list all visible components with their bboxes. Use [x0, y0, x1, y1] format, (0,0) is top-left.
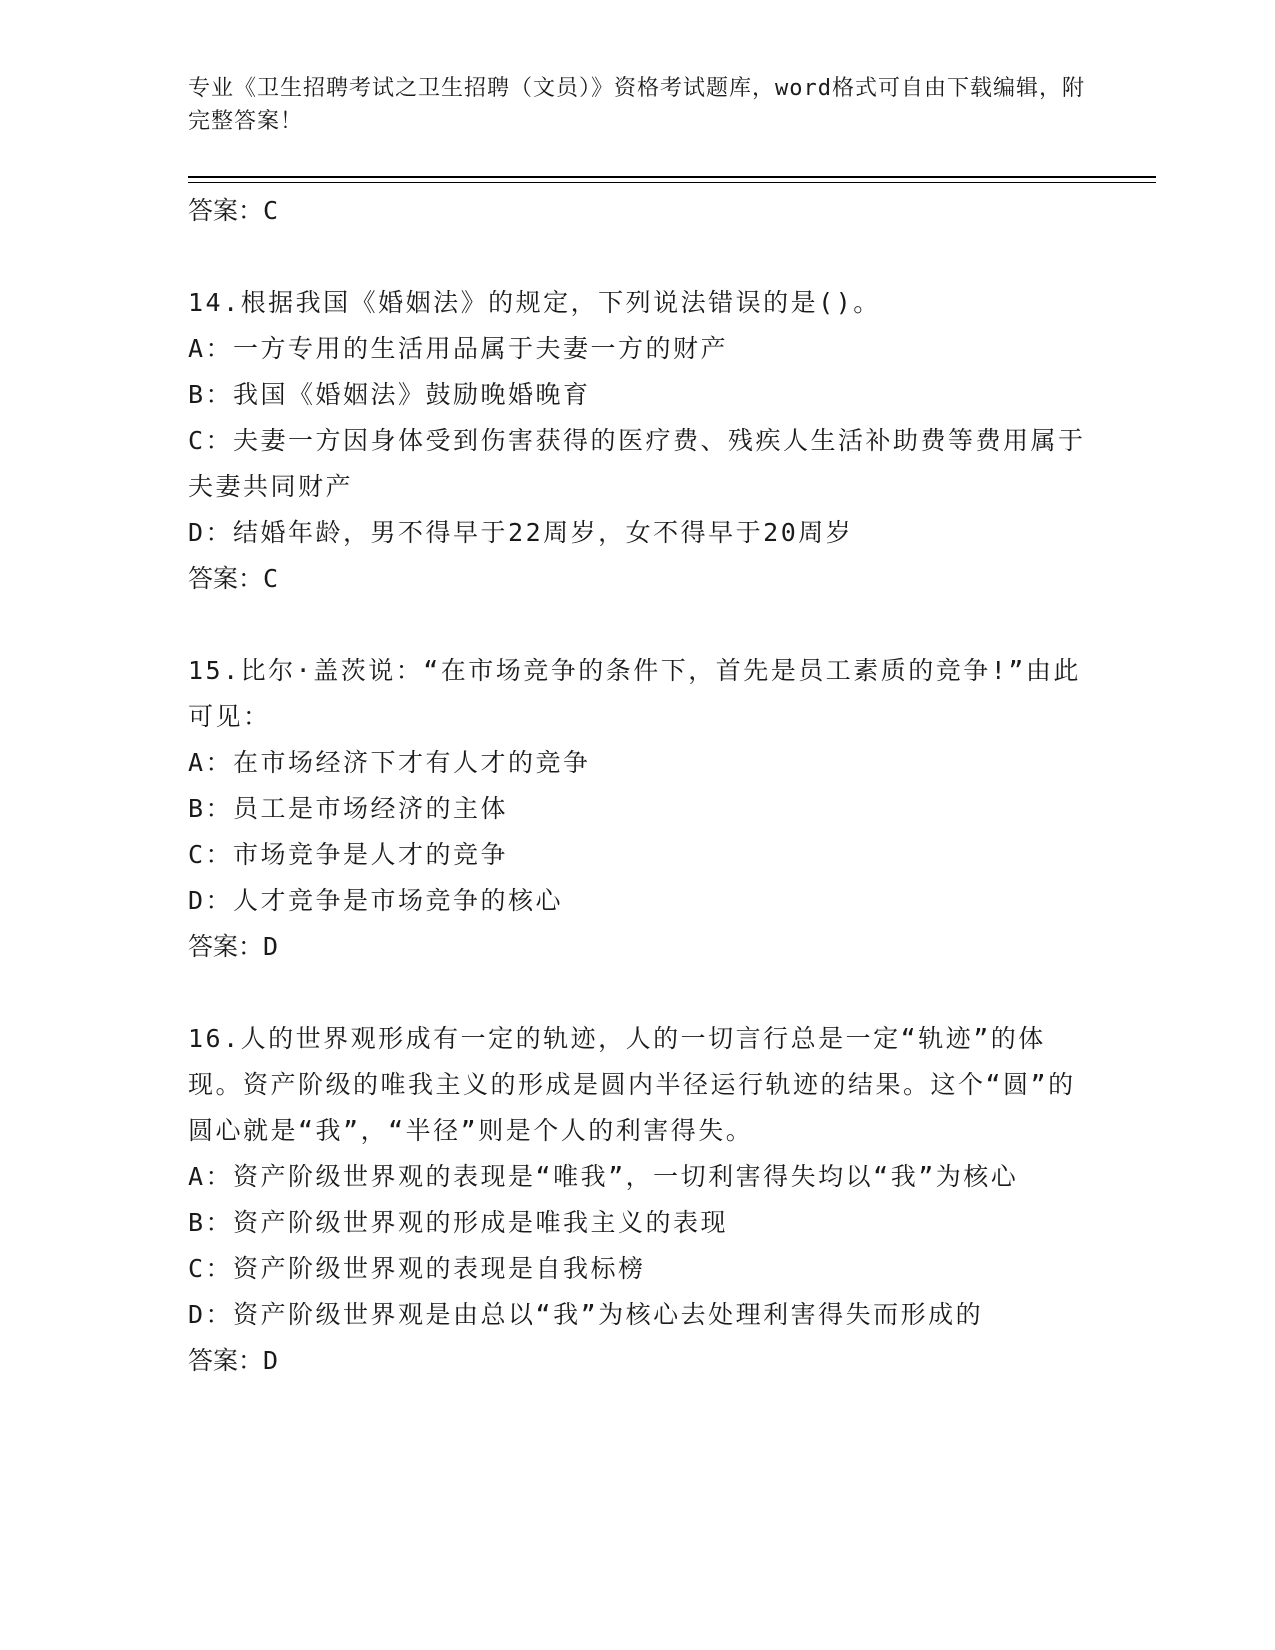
question-list [188, 188, 1088, 1384]
answer-value: C [263, 196, 279, 225]
header-divider-thick [188, 176, 1156, 178]
header-description: 专业《卫生招聘考试之卫生招聘（文员）》资格考试题库，word格式可自由下载编辑，附完整答案！ [188, 76, 1085, 134]
document-header [188, 72, 1088, 138]
answer-value: D [263, 932, 279, 961]
question-14 [188, 280, 1088, 602]
option-d: D：资产阶级世界观是由总以“我”为核心去处理利害得失而形成的 [188, 1300, 984, 1329]
answer-label: 答案： [188, 564, 264, 593]
option-a: A：资产阶级世界观的表现是“唯我”，一切利害得失均以“我”为核心 [188, 1162, 1019, 1191]
answer-line [188, 556, 1088, 602]
option-a: A：一方专用的生活用品属于夫妻一方的财产 [188, 334, 729, 363]
header-divider-thin [188, 182, 1156, 183]
option-c: C：市场竞争是人才的竞争 [188, 840, 509, 869]
answer-label: 答案： [188, 932, 264, 961]
option-b: B：资产阶级世界观的形成是唯我主义的表现 [188, 1208, 729, 1237]
answer-label: 答案： [188, 196, 264, 225]
option-c: C：夫妻一方因身体受到伤害获得的医疗费、残疾人生活补助费等费用属于夫妻共同财产 [188, 426, 1086, 501]
option-d: D：结婚年龄，男不得早于22周岁，女不得早于20周岁 [188, 518, 854, 547]
question-stem: 14.根据我国《婚姻法》的规定，下列说法错误的是()。 [188, 288, 881, 317]
question-stem: 15.比尔·盖茨说：“在市场竞争的条件下，首先是员工素质的竞争!”由此可见： [188, 656, 1081, 731]
option-d: D：人才竞争是市场竞争的核心 [188, 886, 564, 915]
option-b: B：员工是市场经济的主体 [188, 794, 509, 823]
question-15 [188, 648, 1088, 970]
question-16 [188, 1016, 1088, 1384]
answer-value: D [263, 1346, 279, 1375]
question-stem: 16.人的世界观形成有一定的轨迹，人的一切言行总是一定“轨迹”的体现。资产阶级的唯我主义的形成是圆内半径运行轨迹的结果。这个“圆”的圆心就是“我”，“半径”则是个人的利害得失。 [188, 1024, 1076, 1145]
option-c: C：资产阶级世界观的表现是自我标榜 [188, 1254, 646, 1283]
answer-label: 答案： [188, 1346, 264, 1375]
answer-line [188, 1338, 1088, 1384]
option-a: A：在市场经济下才有人才的竞争 [188, 748, 591, 777]
option-b: B：我国《婚姻法》鼓励晚婚晚育 [188, 380, 591, 409]
answer-value: C [263, 564, 279, 593]
answer-line [188, 188, 1088, 234]
answer-line [188, 924, 1088, 970]
